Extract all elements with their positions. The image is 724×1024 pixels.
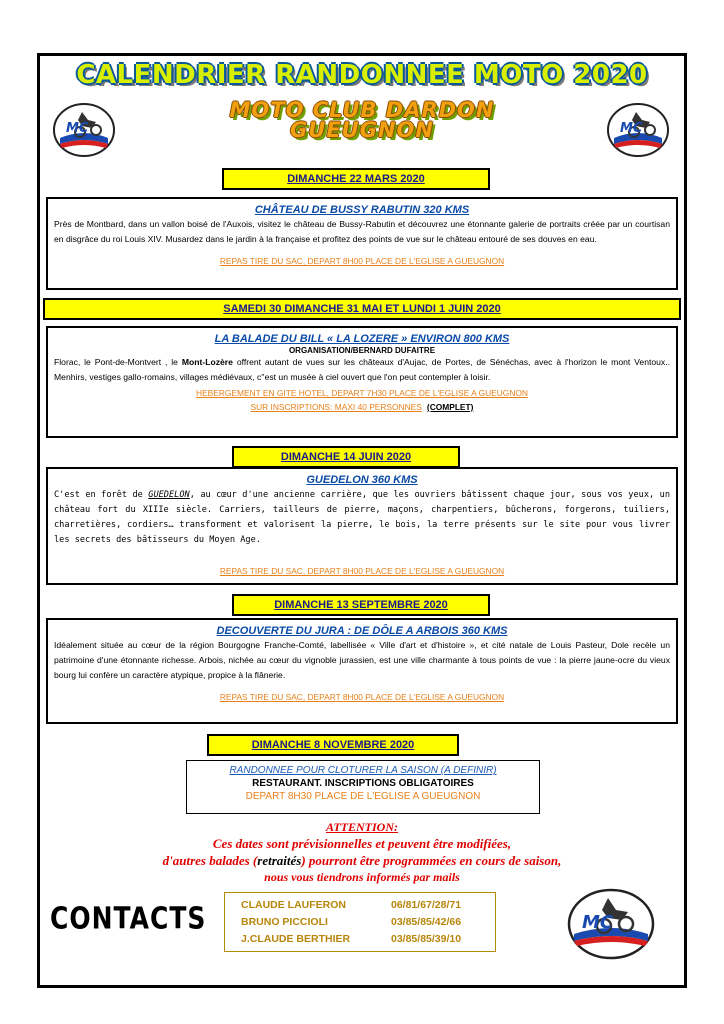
club-logo-left [52, 98, 116, 162]
event-date-3: DIMANCHE 14 JUIN 2020 [232, 446, 460, 468]
event-body-3-part2: , au cœur d'une ancienne carrière, que les ouvriers bâtissent chaque jour, sous vos yeux, un château fort du XIIIe siècle. Carriers, tailleurs de pierre, maçons, charpentiers, bûcherons, forgerons, tuiliers, charretières, cordiers… transforment et valorisent la pierre, le bois, la terre présents sur le site pour vous livrer les secrets des bâtisseurs du Moyen Age. [54, 490, 670, 545]
event-section-2 [46, 326, 678, 438]
club-logo-bottom [566, 886, 656, 962]
event-title-1: CHÂTEAU DE BUSSY RABUTIN 320 KMS [254, 204, 470, 216]
attention-line3: nous vous tiendrons informés par mails [264, 870, 460, 884]
contact-name-1: CLAUDE LAUFERON [241, 899, 346, 911]
event-title-3: GUEDELON 360 KMS [306, 474, 418, 486]
event-footer-3: REPAS TIRE DU SAC, DEPART 8H00 PLACE DE L'EGLISE A GUEUGNON [219, 566, 505, 576]
event-footer-2b-row [48, 399, 676, 413]
logo-letters: MC [66, 121, 89, 136]
contact-name-3: J.CLAUDE BERTHIER [241, 933, 351, 945]
contact-name-2: BRUNO PICCIOLI [241, 916, 328, 928]
contact-phone-3: 03/85/85/39/10 [391, 933, 462, 945]
contact-row-1 [241, 899, 461, 911]
event-body-1: Près de Montbard, dans un vallon boisé de l'Auxois, visitez le château de Bussy-Rabutin et découvrez une étonnante galerie de portraits créée par un courtisan en disgrâce du roi Louis XIV. Musardez dans le jardin à la française et profitez des points de vue sur le château entouré de ses douves en eau. [54, 219, 670, 244]
attention-heading: ATTENTION: [326, 820, 398, 834]
attention-line2 [40, 853, 684, 869]
attention-line2-mid: retraités [257, 853, 302, 868]
event-body-3 [48, 488, 676, 548]
event-organisation-2: ORGANISATION/BERNARD DUFAITRE [288, 346, 436, 355]
contact-row-2 [241, 916, 461, 928]
event-footer-2a: HEBERGEMENT EN GITE HOTEL, DEPART 7H30 PLACE DE L'EGLISE A GUEUGNON [196, 388, 528, 398]
event-body-2-part1: Florac, le Pont-de-Montvert , le [54, 357, 182, 367]
event-section-3 [46, 467, 678, 585]
event-body-3-part1: C'est en forêt de [54, 490, 149, 500]
contact-phone-1: 06/81/67/28/71 [391, 899, 462, 911]
contact-phone-2: 03/85/85/42/66 [391, 916, 462, 928]
attention-line2-pre: d'autres balades ( [162, 853, 258, 868]
event-title-5: RANDONNEE POUR CLOTURER LA SAISON (A DEFINIR) [229, 765, 497, 776]
event-line2-5: RESTAURANT. INSCRIPTIONS OBLIGATOIRES [252, 778, 474, 789]
logo-letters: MC [582, 912, 614, 933]
club-title [150, 100, 574, 140]
event-date-1: DIMANCHE 22 MARS 2020 [222, 168, 490, 190]
club-logo-right [606, 98, 670, 162]
event-body-2 [48, 355, 676, 385]
event-line3-5: DEPART 8H30 PLACE DE L'EGLISE A GUEUGNON [245, 791, 481, 802]
event-date-5: DIMANCHE 8 NOVEMBRE 2020 [207, 734, 459, 756]
event-body-4: Idéalement située au cœur de la région Bourgogne Franche-Comté, labellisée « Ville d'art et d'histoire », et cité natale de Louis Pasteur, Dole recèle un patrimoine d'une étonnante richesse. Arbois, nichée au cœur du vignoble jurassien, est une ville charmante à tous points de vue : la pierre jaune-ocre du vieux bourg lui confère un caractère atypique, propice à la flânerie. [54, 640, 670, 680]
contacts-heading: CONTACTS [50, 901, 207, 936]
event-section-4 [46, 618, 678, 724]
event-footer-1: REPAS TIRE DU SAC, DEPART 8H00 PLACE DE L'EGLISE A GUEUGNON [219, 256, 505, 266]
contacts-box [224, 892, 496, 952]
contact-row-3 [241, 933, 461, 945]
main-title: CALENDRIER RANDONNEE MOTO 2020 [76, 60, 648, 90]
event-footer-4: REPAS TIRE DU SAC, DEPART 8H00 PLACE DE L'EGLISE A GUEUGNON [219, 692, 505, 702]
event-section-5 [186, 760, 540, 814]
event-title-4: DECOUVERTE DU JURA : DE DÔLE A ARBOIS 360 KMS [216, 625, 508, 637]
event-date-2: SAMEDI 30 DIMANCHE 31 MAI ET LUNDI 1 JUIN 2020 [43, 298, 681, 320]
event-body-3-em: GUEDELON [148, 490, 190, 500]
attention-line2-post: ) pourront être programmées en cours de saison, [301, 853, 562, 868]
event-date-4: DIMANCHE 13 SEPTEMBRE 2020 [232, 594, 490, 616]
attention-line1: Ces dates sont prévisionnelles et peuvent être modifiées, [212, 836, 512, 851]
event-footer-2b: SUR INSCRIPTIONS: MAXI 40 PERSONNES [250, 402, 422, 412]
event-section-1 [46, 197, 678, 290]
logo-letters: MC [620, 121, 643, 136]
club-city: GUEUGNON [290, 118, 434, 142]
club-name: MOTO CLUB DARDON [229, 98, 495, 122]
event-footer-2-status: (COMPLET) [426, 402, 474, 412]
event-body-2-bold: Mont-Lozère [181, 357, 233, 367]
event-body-2-part2: offrent autant de vues sur les châteaux d'Aujac, de Portes, de Sénéchas, avec à l'horizon le mont Ventoux.. Menhirs, vestiges gallo-romains, villages médiévaux, c''est un musée à ciel ouvert que l'on peut contempler à loisir. [54, 357, 670, 382]
event-title-2: LA BALADE DU BILL « LA LOZERE » ENVIRON 800 KMS [214, 333, 510, 345]
